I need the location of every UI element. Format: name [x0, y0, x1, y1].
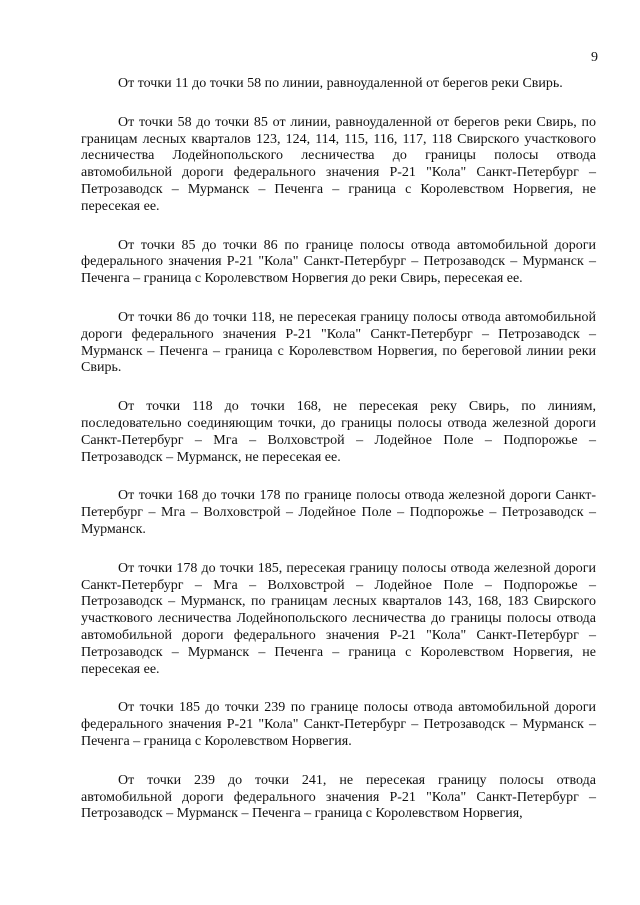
paragraph-2: От точки 58 до точки 85 от линии, равноудаленной от берегов реки Свирь, по границам лесных кварталов 123, 124, 114, 115, 116, 117, 118 Свирского участкового лесничества Лодейнопольского лесничества до границы полосы отвода автомобильной дороги федерального значения Р-21 "Кола" Санкт-Петербург – Петрозаводск – Мурманск – Печенга – граница с Королевством Норвегия, не пересекая ее. — [81, 114, 596, 214]
document-body — [81, 76, 596, 823]
paragraph-5: От точки 118 до точки 168, не пересекая реку Свирь, по линиям, последовательно соединяющим точки, до границы полосы отвода железной дороги Санкт-Петербург – Мга – Волховстрой – Лодейное Поле – Подпорожье – Петрозаводск – Мурманск, не пересекая ее. — [81, 399, 596, 465]
paragraph-7: От точки 178 до точки 185, пересекая границу полосы отвода железной дороги Санкт-Петербург – Мга – Волховстрой – Лодейное Поле – Подпорожье – Петрозаводск – Мурманск, по границам лесных кварталов 143, 168, 183 Свирского участкового лесничества Лодейнопольского лесничества до границы полосы отвода автомобильной дороги федерального значения Р-21 "Кола" Санкт-Петербург – Петрозаводск – Мурманск – Печенга – граница с Королевством Норвегия, не пересекая ее. — [81, 560, 596, 677]
paragraph-6: От точки 168 до точки 178 по границе полосы отвода железной дороги Санкт-Петербург – Мга – Волховстрой – Лодейное Поле – Подпорожье – Петрозаводск – Мурманск. — [81, 488, 596, 537]
page-number: 9 — [591, 50, 598, 65]
paragraph-3: От точки 85 до точки 86 по границе полосы отвода автомобильной дороги федерального значения Р-21 "Кола" Санкт-Петербург – Петрозаводск – Мурманск – Печенга – граница с Королевством Норвегия до реки Свирь, пересекая ее. — [81, 237, 596, 287]
paragraph-9: От точки 239 до точки 241, не пересекая границу полосы отвода автомобильной дороги федерального значения Р-21 "Кола" Санкт-Петербург – Петрозаводск – Мурманск – Печенга – граница с Королевством Норвегия, — [81, 772, 596, 822]
paragraph-1: От точки 11 до точки 58 по линии, равноудаленной от берегов реки Свирь. — [118, 76, 563, 91]
paragraph-4: От точки 86 до точки 118, не пересекая границу полосы отвода автомобильной дороги федерального значения Р-21 "Кола" Санкт-Петербург – Петрозаводск – Мурманск – Печенга – граница с Королевством Норвегия, по береговой линии реки Свирь. — [81, 309, 596, 376]
paragraph-8: От точки 185 до точки 239 по границе полосы отвода автомобильной дороги федерального значения Р-21 "Кола" Санкт-Петербург – Петрозаводск – Мурманск – Печенга – граница с Королевством Норвегия. — [81, 700, 596, 749]
